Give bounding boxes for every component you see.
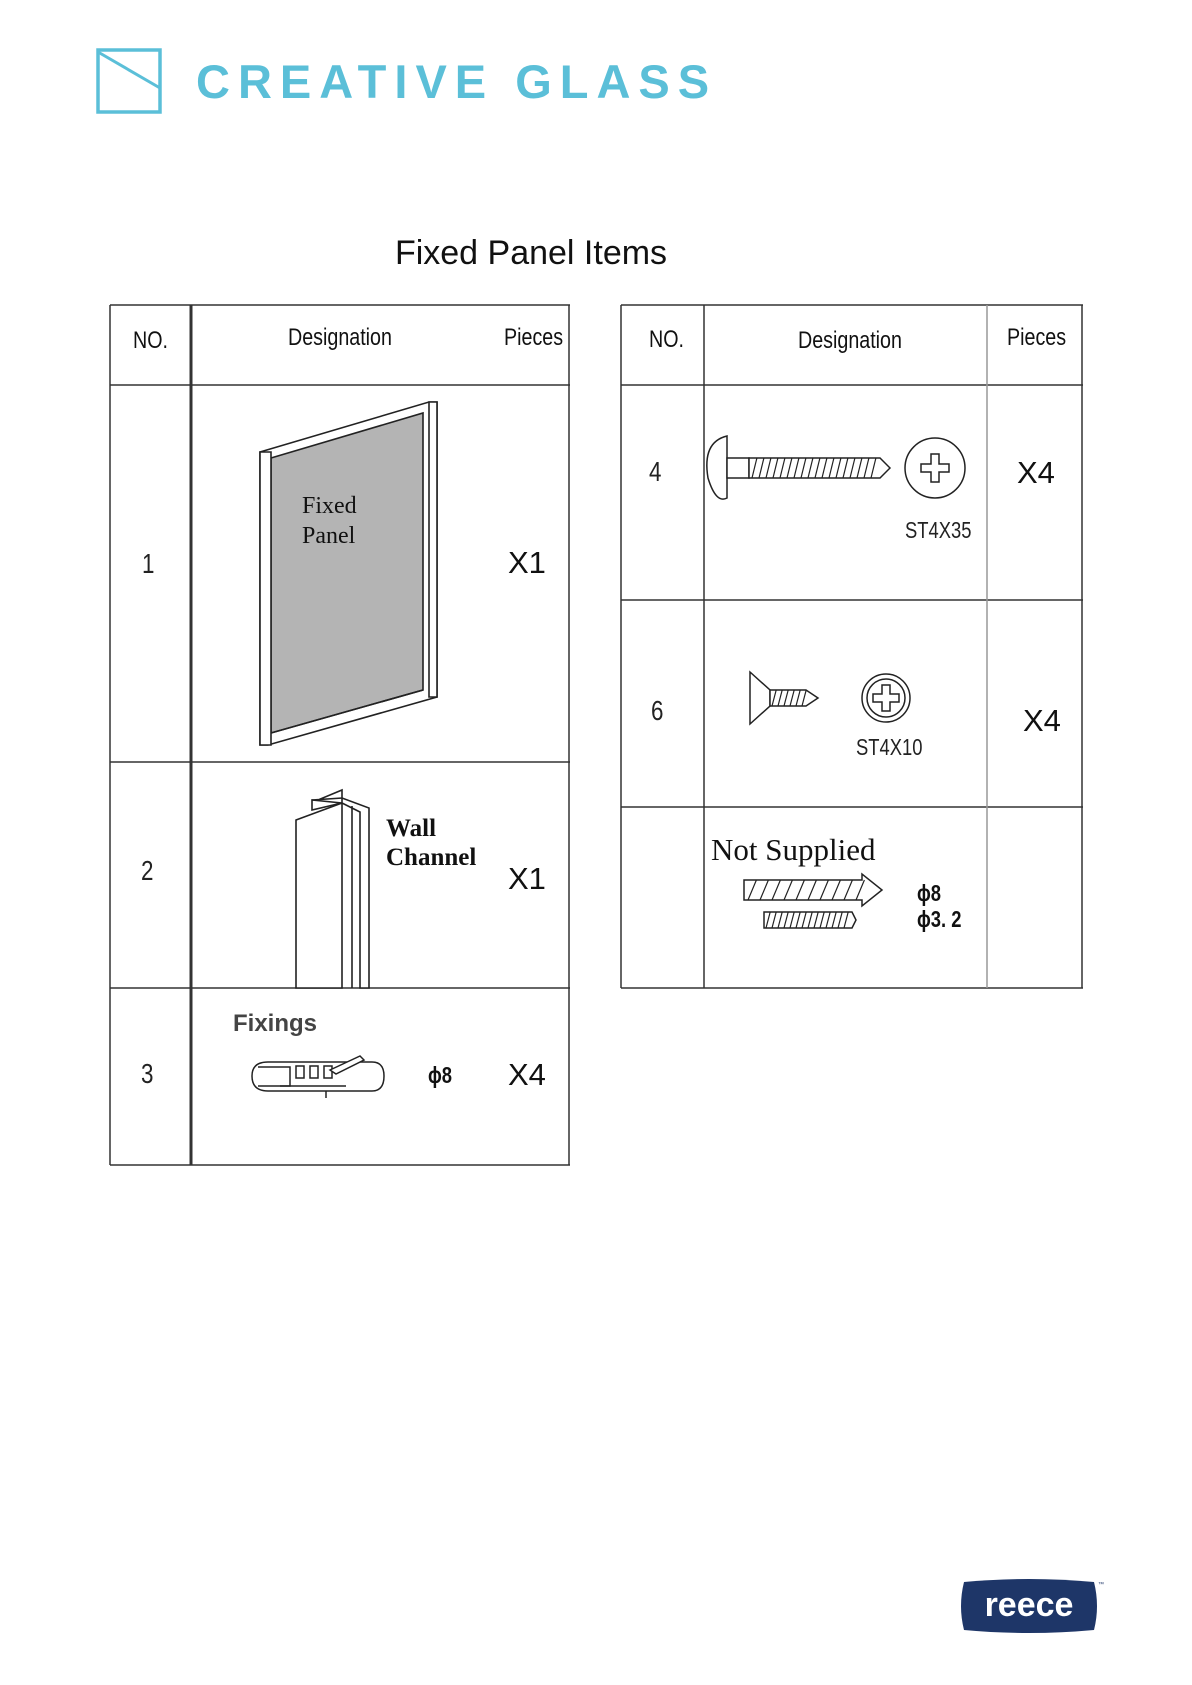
row-6-number: 6	[651, 695, 664, 726]
row-1-label-line2: Panel	[302, 523, 356, 549]
right-header-no: NO.	[649, 326, 684, 353]
row-4-number: 4	[649, 456, 662, 487]
not-supplied-label: Not Supplied	[711, 832, 876, 867]
row-4-code: ST4X35	[905, 517, 972, 543]
fixed-panel-icon	[260, 402, 437, 745]
not-supplied-size-2: ϕ3. 2	[917, 906, 962, 932]
countersunk-screw-icon	[750, 672, 818, 724]
row-6-pieces: X4	[1023, 703, 1061, 738]
masonry-screw-icon	[744, 874, 882, 928]
right-header-pieces: Pieces	[1007, 324, 1067, 351]
row-2-pieces: X1	[508, 861, 546, 896]
left-header-no: NO.	[133, 327, 168, 354]
row-2-number: 2	[141, 855, 154, 886]
page-title: Fixed Panel Items	[394, 234, 668, 272]
row-1-number: 1	[142, 548, 155, 579]
svg-text:™: ™	[1098, 1582, 1104, 1588]
brand-name: CREATIVE GLASS	[196, 55, 718, 108]
row-3-number: 3	[141, 1058, 154, 1089]
svg-text:reece: reece	[984, 1586, 1074, 1624]
row-6-code: ST4X10	[856, 734, 923, 760]
row-3-size: ϕ8	[428, 1062, 453, 1088]
row-2-label-line2: Channel	[386, 844, 477, 871]
left-header-pieces: Pieces	[504, 324, 564, 351]
reece-logo	[956, 1578, 1102, 1634]
not-supplied-size-1: ϕ8	[917, 880, 942, 906]
wall-channel-icon	[296, 790, 369, 988]
row-1-pieces: X1	[508, 545, 546, 580]
row-2-label-line1: Wall	[386, 815, 437, 842]
pan-head-screw-icon	[707, 436, 890, 499]
row-1-label-line1: Fixed	[302, 493, 357, 519]
row-3-label: Fixings	[233, 1010, 318, 1037]
row-3-pieces: X4	[508, 1057, 546, 1092]
phillips-head-icon	[862, 674, 910, 722]
left-header-designation: Designation	[288, 324, 392, 351]
row-4-pieces: X4	[1017, 455, 1055, 490]
right-header-designation: Designation	[798, 327, 902, 354]
wall-plug-icon	[252, 1056, 384, 1098]
phillips-head-icon	[905, 438, 965, 498]
